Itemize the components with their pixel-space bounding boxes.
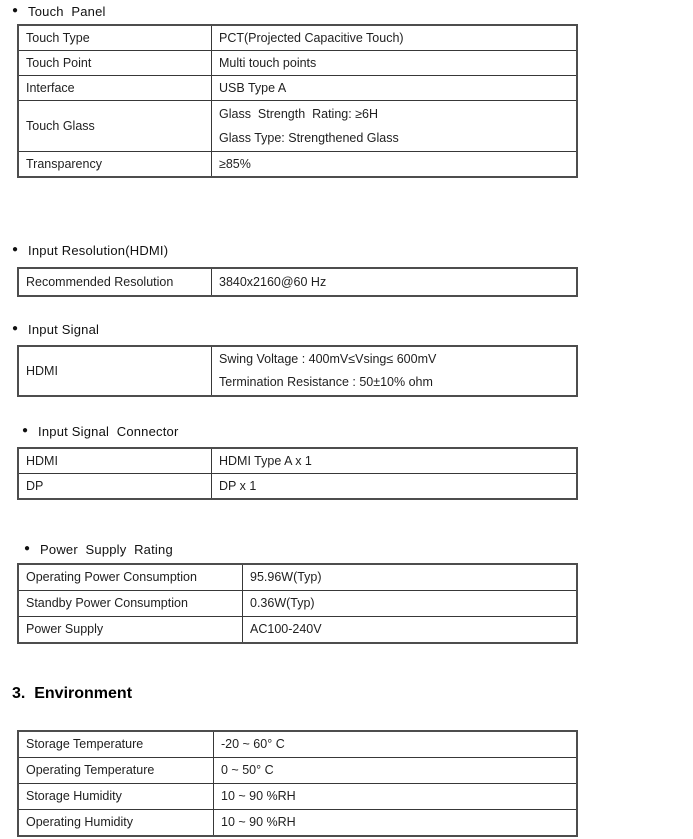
spec-label-cell: Operating Power Consumption (18, 564, 243, 591)
spec-label-cell: Interface (18, 76, 212, 101)
spec-value-cell: -20 ~ 60° C (214, 731, 578, 758)
table-row (18, 101, 577, 152)
environment-table (17, 730, 578, 837)
spec-value-cell: DP x 1 (212, 474, 578, 500)
table-row (18, 564, 577, 591)
spec-value-cell: Multi touch points (212, 51, 578, 76)
spec-label-cell: Operating Temperature (18, 758, 214, 784)
spec-value-cell: 3840x2160@60 Hz (212, 268, 578, 296)
spec-label-cell: Recommended Resolution (18, 268, 212, 296)
spec-value-line: Termination Resistance : 50±10% ohm (219, 375, 433, 389)
input-signal-table (17, 345, 578, 397)
spec-value-line: Swing Voltage : 400mV≤Vsing≤ 600mV (219, 352, 437, 366)
spec-label-cell: Touch Glass (18, 101, 212, 152)
spec-value-line: Glass Type: Strengthened Glass (219, 131, 399, 145)
spec-label-cell: Power Supply (18, 617, 243, 644)
spec-label-cell: Touch Point (18, 51, 212, 76)
table-row (18, 448, 577, 474)
table-row (18, 591, 577, 617)
table-row (18, 76, 577, 101)
spec-value-line: Glass Strength Rating: ≥6H (219, 107, 379, 121)
bullet-icon: ● (22, 425, 29, 436)
spec-value-cell: 0.36W(Typ) (243, 591, 578, 617)
spec-label-cell: Storage Humidity (18, 784, 214, 810)
section-heading-touch-panel (12, 4, 693, 20)
spec-value-cell: USB Type A (212, 76, 578, 101)
spec-label-cell: Operating Humidity (18, 810, 214, 837)
table-row (18, 51, 577, 76)
section-heading-label: Input Signal Connector (38, 424, 179, 439)
section-heading-input-resolution (12, 243, 693, 259)
spec-label-cell: HDMI (18, 346, 212, 396)
bullet-icon: ● (24, 543, 31, 554)
spec-value-cell: 95.96W(Typ) (243, 564, 578, 591)
section-heading-label: Touch Panel (28, 4, 106, 19)
table-row (18, 268, 577, 296)
spec-value-cell (212, 101, 578, 152)
spec-label-cell: Transparency (18, 152, 212, 178)
spec-label-cell: Storage Temperature (18, 731, 214, 758)
section-heading-power-supply-rating (24, 542, 693, 558)
spec-label-cell: Touch Type (18, 25, 212, 51)
table-row (18, 784, 577, 810)
spec-label-cell: DP (18, 474, 212, 500)
spec-value-cell: PCT(Projected Capacitive Touch) (212, 25, 578, 51)
bullet-icon: ● (12, 5, 19, 16)
spec-value-cell: 10 ~ 90 %RH (214, 784, 578, 810)
table-row (18, 346, 577, 396)
table-row (18, 810, 577, 837)
power-supply-rating-table (17, 563, 578, 644)
table-row (18, 617, 577, 644)
table-row (18, 731, 577, 758)
table-row (18, 25, 577, 51)
spec-value-cell: AC100-240V (243, 617, 578, 644)
input-signal-connector-table (17, 447, 578, 500)
bullet-icon: ● (12, 244, 19, 255)
spec-value-cell: ≥85% (212, 152, 578, 178)
spec-label-cell: Standby Power Consumption (18, 591, 243, 617)
spec-value-cell: 10 ~ 90 %RH (214, 810, 578, 837)
section-heading-label: Power Supply Rating (40, 542, 173, 557)
table-row (18, 758, 577, 784)
section-heading-input-signal-connector (22, 424, 693, 440)
bullet-icon: ● (12, 323, 19, 334)
table-row (18, 474, 577, 500)
input-resolution-table (17, 267, 578, 297)
touch-panel-table (17, 24, 578, 178)
section-heading-input-signal (12, 322, 693, 338)
section-heading-environment: 3. Environment (12, 685, 133, 702)
spec-value-cell: HDMI Type A x 1 (212, 448, 578, 474)
spec-label-cell: HDMI (18, 448, 212, 474)
spec-value-cell (212, 346, 578, 396)
table-row (18, 152, 577, 178)
section-heading-label: Input Resolution(HDMI) (28, 243, 169, 258)
section-heading-label: Input Signal (28, 322, 100, 337)
spec-value-cell: 0 ~ 50° C (214, 758, 578, 784)
